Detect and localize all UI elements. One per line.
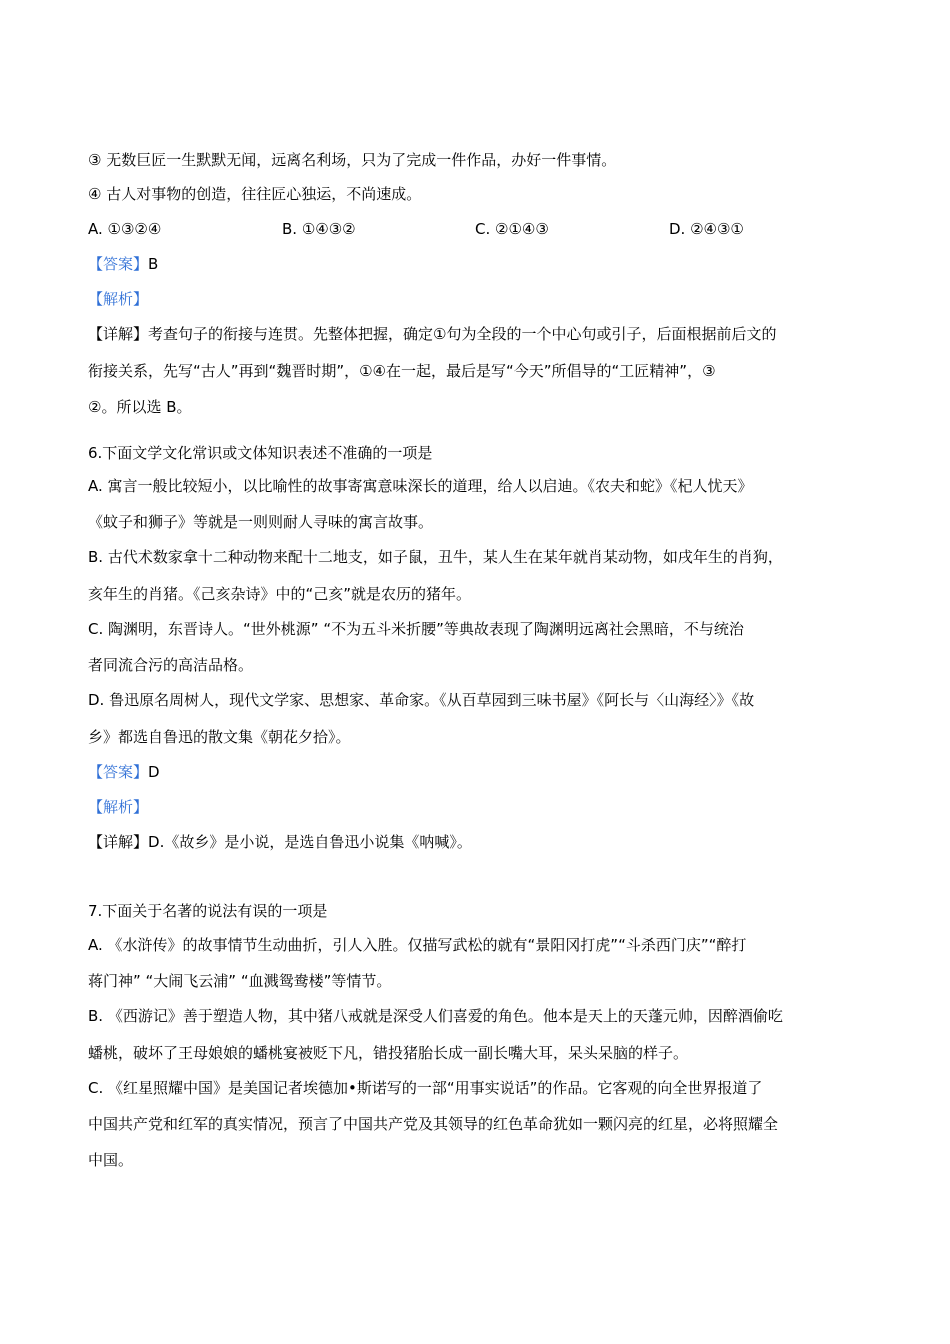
q7-option-a-line-2: 蒋门神” “大闹飞云浦” “血溅鸳鸯楼”等情节。 (88, 972, 392, 990)
q6-option-a-line-1: A. 寓言一般比较短小，以比喻性的故事寄寓意味深长的道理，给人以启迪。《农夫和蛇》《杞人忧天》 (88, 477, 753, 495)
q5-answer (88, 254, 158, 274)
answer-tag: 【答案】 (88, 255, 149, 273)
q7-option-c-line-3: 中国。 (88, 1151, 134, 1169)
q6-stem: 6.下面文学文化常识或文体知识表述不准确的一项是 (88, 444, 433, 462)
q5-analysis (88, 289, 148, 309)
q6-option-b-line-2: 亥年生的肖猪。《己亥杂诗》中的“己亥”就是农历的猪年。 (88, 585, 472, 603)
answer-value: D (148, 763, 160, 781)
q5-options (88, 219, 868, 239)
q6-option-b-line-1: B. 古代术数家拿十二种动物来配十二地支，如子鼠，丑牛，某人生在某年就肖某动物，如戌年生的肖狗， (88, 548, 783, 566)
q7-option-c-line-2: 中国共产党和红军的真实情况，预言了中国共产党及其领导的红色革命犹如一颗闪亮的红星，必将照耀全 (88, 1115, 779, 1133)
q6-detail (88, 832, 472, 852)
q5-option-a: A. ①③②④ (88, 220, 162, 238)
q5-item-3: ③ 无数巨匠一生默默无闻，远离名利场，只为了完成一件作品，办好一件事情。 (88, 151, 617, 169)
q6-option-c-line-2: 者同流合污的高洁品格。 (88, 656, 254, 674)
q7-option-a-line-1: A. 《水浒传》的故事情节生动曲折，引人入胜。仅描写武松的就有“景阳冈打虎”“斗杀西门庆”“醉打 (88, 936, 747, 954)
q6-answer (88, 762, 160, 782)
q5-detail-line-1 (88, 324, 868, 344)
analysis-tag: 【解析】 (88, 798, 149, 816)
q6-option-c-line-1: C. 陶渊明，东晋诗人。“世外桃源” “不为五斗米折腰”等典故表现了陶渊明远离社会黑暗，不与统治 (88, 620, 744, 638)
q6-option-a-line-2: 《蚊子和狮子》等就是一则则耐人寻味的寓言故事。 (88, 513, 434, 531)
answer-value: B (148, 255, 159, 273)
q7-option-b-line-1: B. 《西游记》善于塑造人物，其中猪八戒就是深受人们喜爱的角色。他本是天上的天蓬元帅，因醉酒偷吃 (88, 1007, 783, 1025)
q6-analysis (88, 797, 148, 817)
q7-stem: 7.下面关于名著的说法有误的一项是 (88, 902, 328, 920)
analysis-tag: 【解析】 (88, 290, 149, 308)
q7-option-c-line-1: C. 《红星照耀中国》是美国记者埃德加•斯诺写的一部“用事实说话”的作品。它客观的向全世界报道了 (88, 1079, 763, 1097)
q5-detail-line-3: ②。所以选 B。 (88, 398, 192, 416)
q5-option-b: B. ①④③② (282, 220, 356, 238)
detail-tag: 【详解】 (88, 325, 149, 343)
q6-option-d-line-1: D. 鲁迅原名周树人，现代文学家、思想家、革命家。《从百草园到三味书屋》《阿长与〈山海经〉》《故 (88, 691, 755, 709)
detail-tag: 【详解】 (88, 833, 149, 851)
q5-item-4: ④ 古人对事物的创造，往往匠心独运，不尚速成。 (88, 185, 422, 203)
q5-option-c: C. ②①④③ (475, 220, 549, 238)
q6-option-d-line-2: 乡》都选自鲁迅的散文集《朝花夕拾》。 (88, 728, 351, 746)
q5-detail-line-2: 衔接关系，先写“古人”再到“魏晋时期”，①④在一起，最后是写“今天”所倡导的“工匠精神”，③ (88, 362, 716, 380)
detail-text: D.《故乡》是小说，是选自鲁迅小说集《呐喊》。 (148, 833, 472, 851)
q5-option-d: D. ②④③① (669, 220, 744, 238)
detail-text: 考查句子的衔接与连贯。先整体把握，确定①句为全段的一个中心句或引子，后面根据前后文的 (148, 325, 777, 343)
q7-option-b-line-2: 蟠桃，破坏了王母娘娘的蟠桃宴被贬下凡，错投猪胎长成一副长嘴大耳，呆头呆脑的样子。 (88, 1044, 689, 1062)
answer-tag: 【答案】 (88, 763, 149, 781)
